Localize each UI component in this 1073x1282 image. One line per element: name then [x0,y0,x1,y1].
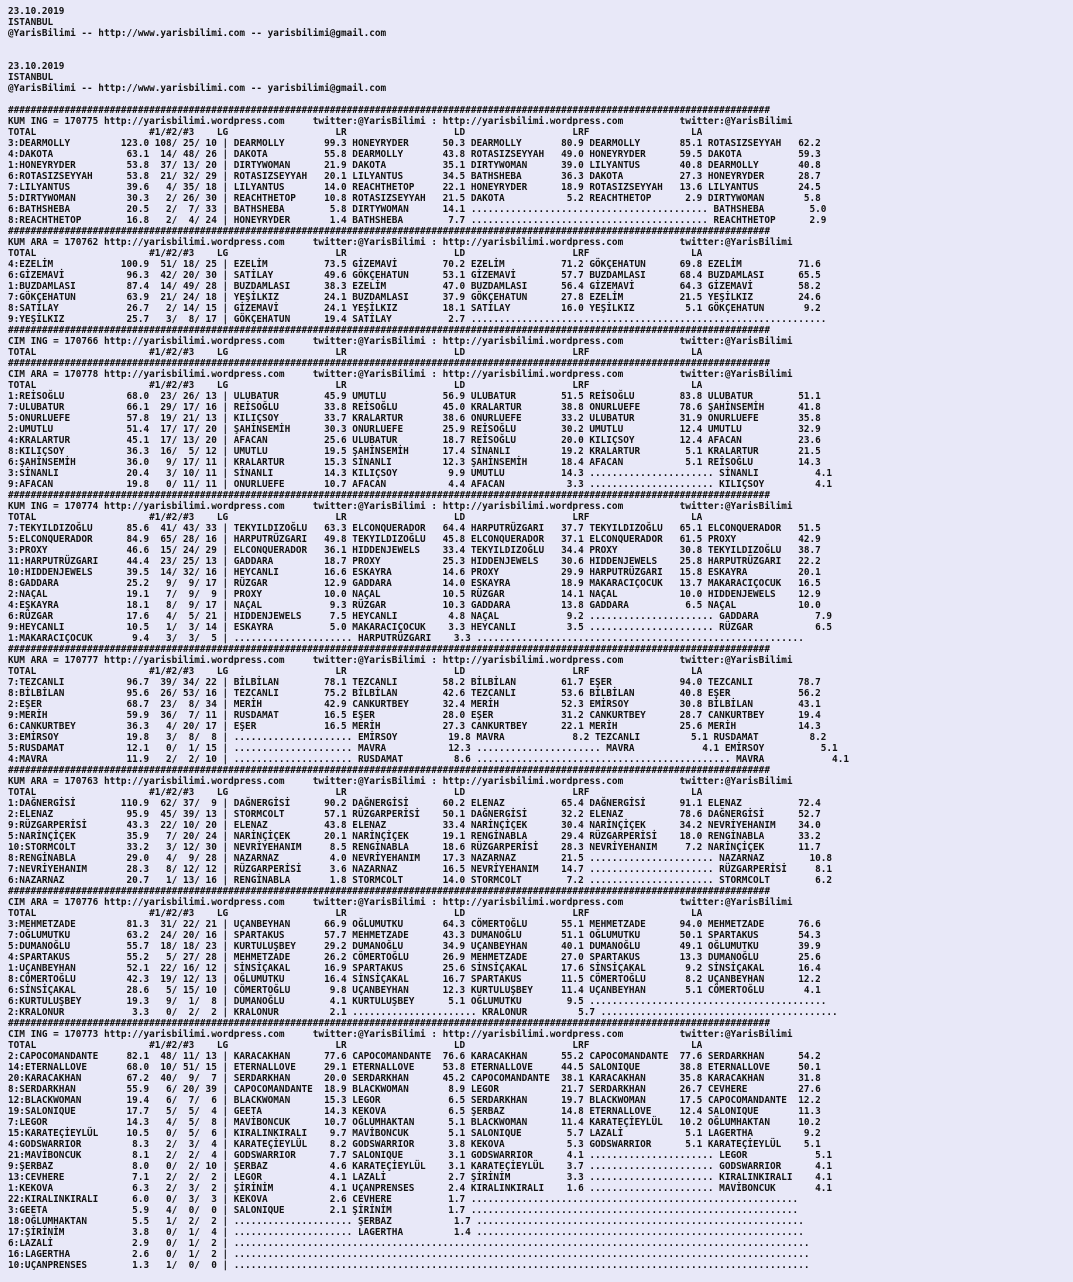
report-line: 14:ETERNALLOVE 68.0 10/ 51/ 15 | ETERNALLOVE 29.1 ETERNALLOVE 53.8 ETERNALLOVE 44.5 SALONIQUE 38.8 ETERNALLOVE 50.1 [8,1062,821,1073]
report-line: 12:BLACKWOMAN 19.4 6/ 7/ 6 | BLACKWOMAN 15.3 LEGOR 6.5 SERDARKHAN 19.7 BLACKWOMAN 17.5 CAPOCOMANDANTE 12.2 [8,1095,821,1106]
separator-line: ####################################################################################################################################### [8,886,770,897]
report-line: 2:ELENAZ 95.9 45/ 39/ 13 | STORMCOLT 57.1 RÜZGARPERİSİ 50.1 DAĞNERGİSİ 32.2 ELENAZ 78.6 DAĞNERGİSİ 52.7 [8,809,821,820]
report-line: TOTAL #1/#2/#3 LG LR LD LRF LA [8,512,703,523]
report-line: 18:OĞLUMHAKTAN 5.5 1/ 2/ 2 | ..................... ŞERBAZ 1.7 .......................................................... [8,1216,804,1227]
report-line: 4:EZELİM 100.9 51/ 18/ 25 | EZELİM 73.5 GİZEMAVİ 70.2 EZELİM 71.2 GÖKÇEHATUN 69.8 EZELİM 71.6 [8,259,821,270]
report-line: 6:CANKURTBEY 36.3 4/ 20/ 17 | EŞER 16.5 MERİH 27.3 CANKURTBEY 22.1 MERİH 25.6 MERİH 14.3 [8,721,821,732]
header-block-1 [8,6,1073,39]
report-line: 6:ROTASIZSEYYAH 53.8 21/ 32/ 29 | ROTASIZSEYYAH 20.1 LILYANTUS 34.5 BATHSHEBA 36.3 DAKOTA 27.3 HONEYRYDER 28.7 [8,171,821,182]
report-line: TOTAL #1/#2/#3 LG LR LD LRF LA [8,127,703,138]
separator-line: ####################################################################################################################################### [8,490,770,501]
report-line: 2:NAÇAL 19.1 7/ 9/ 9 | PROXY 10.0 NAÇAL 10.5 RÜZGAR 14.1 NAÇAL 10.0 HIDDENJEWELS 12.9 [8,589,821,600]
header-contact: @YarisBilimi -- http://www.yarisbilimi.com -- yarisbilimi@gmail.com [8,28,387,39]
report-line: 3:GEETA 5.9 4/ 0/ 0 | SALONIQUE 2.1 ŞİRİNİM 1.7 .......................................................... [8,1205,799,1216]
report-line: KUM ARA = 170763 http://yarisbilimi.wordpress.com twitter:@YarisBilimi : http://yarisbilimi.wordpress.com twitter:@YarisBilimi [8,776,793,787]
report-line: 9:ŞERBAZ 8.0 0/ 2/ 10 | ŞERBAZ 4.6 KARATEÇİEYLÜL 3.1 KARATEÇİEYLÜL 3.7 ...................... GODSWARRIOR 4.1 [8,1161,833,1172]
report-line: TOTAL #1/#2/#3 LG LR LD LRF LA [8,347,703,358]
report-line: 7:GÖKÇEHATUN 63.9 21/ 24/ 18 | YEŞİLKIZ 24.1 BUZDAMLASI 37.9 GÖKÇEHATUN 27.8 EZELİM 21.5 YEŞİLKIZ 24.6 [8,292,821,303]
report-line: 21:MAVİBONCUK 8.1 2/ 2/ 4 | GODSWARRIOR 7.7 SALONIQUE 3.1 GODSWARRIOR 4.1 ...................... LEGOR 5.1 [8,1150,833,1161]
report-line: 7:TEKYILDIZOĞLU 85.6 41/ 43/ 33 | TEKYILDIZOĞLU 63.3 ELCONQUERADOR 64.4 HARPUTRÜZGARI 37.7 TEKYILDIZOĞLU 65.1 ELCONQUERADOR 51.5 [8,523,821,534]
report-line: KUM ARA = 170777 http://yarisbilimi.wordpress.com twitter:@YarisBilimi : http://yarisbilimi.wordpress.com twitter:@YarisBilimi [8,655,793,666]
separator-line: ####################################################################################################################################### [8,644,770,655]
report-line: 1:REİSOĞLU 68.0 23/ 26/ 13 | ULUBATUR 45.9 UMUTLU 56.9 ULUBATUR 51.5 REİSOĞLU 83.8 ULUBATUR 51.1 [8,391,821,402]
separator-line: ####################################################################################################################################### [8,105,770,116]
header-date: 23.10.2019 [8,61,65,72]
report-line: 9:RÜZGARPERİSİ 43.3 22/ 10/ 20 | ELENAZ 43.8 ELENAZ 33.4 NARİNÇİÇEK 30.4 NARİNÇİÇEK 34.2 NEVRİYEHANIM 34.0 [8,820,821,831]
report-line: 6:RÜZGAR 17.6 4/ 5/ 21 | HIDDENJEWELS 7.5 HEYCANLI 4.8 NAÇAL 9.2 ...................... GADDARA 7.9 [8,611,833,622]
report-line: 3:DEARMOLLY 123.0 108/ 25/ 10 | DEARMOLLY 99.3 HONEYRYDER 50.3 DEARMOLLY 80.9 DEARMOLLY 85.1 ROTASIZSEYYAH 62.2 [8,138,821,149]
report-line: 4:SPARTAKUS 55.2 5/ 27/ 28 | MEHMETZADE 26.2 CÖMERTOĞLU 26.9 MEHMETZADE 27.0 SPARTAKUS 13.3 DUMANOĞLU 25.6 [8,952,821,963]
report-line: 4:EŞKAYRA 18.1 8/ 9/ 17 | NAÇAL 9.3 RÜZGAR 10.3 GADDARA 13.8 GADDARA 6.5 NAÇAL 10.0 [8,600,821,611]
report-line: 8:CÖMERTOĞLU 42.3 19/ 12/ 13 | OĞLUMUTKU 16.4 SİNSİÇAKAL 16.7 SPARTAKUS 11.5 CÖMERTOĞLU 8.2 UÇANBEYHAN 12.2 [8,974,821,985]
report-line: CIM ARA = 170776 http://yarisbilimi.wordpress.com twitter:@YarisBilimi : http://yarisbilimi.wordpress.com twitter:@YarisBilimi [8,897,793,908]
report-line: 9:MERİH 59.9 36/ 7/ 11 | RUSDAMAT 16.5 EŞER 28.0 EŞER 31.2 CANKURTBEY 28.7 CANKURTBEY 19.4 [8,710,821,721]
report-line: 7:OĞLUMUTKU 63.2 24/ 20/ 16 | SPARTAKUS 57.7 MEHMETZADE 43.3 DUMANOĞLU 51.1 OĞLUMUTKU 50.1 SPARTAKUS 54.3 [8,930,821,941]
report-line: 4:KRALARTUR 45.1 17/ 13/ 20 | AFACAN 25.6 ULUBATUR 18.7 REİSOĞLU 20.0 KILIÇSOY 12.4 AFACAN 23.6 [8,435,821,446]
report-line: 6:SİNSİÇAKAL 28.6 5/ 15/ 10 | CÖMERTOĞLU 9.8 UÇANBEYHAN 12.3 KURTULUŞBEY 11.4 UÇANBEYHAN 5.1 CÖMERTOĞLU 4.1 [8,985,821,996]
race-report-text [8,105,1073,1271]
report-line: 1:HONEYRYDER 53.8 37/ 13/ 20 | DIRTYWOMAN 21.9 DAKOTA 35.1 DIRTYWOMAN 39.0 LILYANTUS 40.8 DEARMOLLY 40.8 [8,160,821,171]
report-line: 2:UMUTLU 51.4 17/ 17/ 20 | ŞAHİNSEMİH 30.3 ONURLUEFE 25.9 REİSOĞLU 30.2 UMUTLU 12.4 UMUTLU 32.9 [8,424,821,435]
report-line: 6:BATHSHEBA 20.5 2/ 7/ 33 | BATHSHEBA 5.8 DIRTYWOMAN 14.1 .......................................... BATHSHEBA 5.0 [8,204,827,215]
report-line: CIM ING = 170773 http://yarisbilimi.wordpress.com twitter:@YarisBilimi : http://yarisbilimi.wordpress.com twitter:@YarisBilimi [8,1029,793,1040]
report-line: 8:RENGİNABLA 29.0 4/ 9/ 28 | NAZARNAZ 4.0 NEVRİYEHANIM 17.3 NAZARNAZ 21.5 ...................... NAZARNAZ 10.8 [8,853,833,864]
report-line: 7:NEVRİYEHANIM 28.3 8/ 12/ 12 | RÜZGARPERİSİ 3.6 NAZARNAZ 16.5 NEVRİYEHANIM 14.7 ...................... RÜZGARPERİSİ 8.1 [8,864,833,875]
report-line: 1:UÇANBEYHAN 52.1 22/ 16/ 12 | SİNSİÇAKAL 16.9 SPARTAKUS 25.6 SİNSİÇAKAL 17.6 SİNSİÇAKAL 9.2 SİNSİÇAKAL 16.4 [8,963,821,974]
separator-line: ####################################################################################################################################### [8,765,770,776]
report-line: 5:DIRTYWOMAN 30.3 2/ 26/ 30 | REACHTHETOP 10.8 ROTASIZSEYYAH 21.5 DAKOTA 5.2 REACHTHETOP 2.9 DIRTYWOMAN 5.8 [8,193,821,204]
report-line: 2:EŞER 68.7 23/ 8/ 34 | MERİH 42.9 CANKURTBEY 32.4 MERİH 52.3 EMİRSOY 30.8 BİLBİLAN 43.1 [8,699,821,710]
report-line: 10:UÇANPRENSES 1.3 1/ 0/ 0 | ...................................................................................................... [8,1260,810,1271]
report-line: 5:ELCONQUERADOR 84.9 65/ 28/ 16 | HARPUTRÜZGARI 49.8 TEKYILDIZOĞLU 45.8 ELCONQUERADOR 37.1 ELCONQUERADOR 61.5 PROXY 42.9 [8,534,821,545]
report-line: 1:MAKARACIÇOCUK 9.4 3/ 3/ 5 | ..................... HARPUTRÜZGARI 3.3 .......................................................... [8,633,804,644]
report-line: 4:DAKOTA 63.1 14/ 48/ 26 | DAKOTA 55.8 DEARMOLLY 43.8 ROTASIZSEYYAH 49.0 HONEYRYDER 59.5 DAKOTA 59.3 [8,149,821,160]
report-line: 15:KARATEÇİEYLÜL 10.5 0/ 5/ 6 | KIRALINKIRALI 9.7 MAVİBONCUK 5.1 SALONIQUE 5.7 LAZALİ 5.1 LAGERTHA 9.2 [8,1128,821,1139]
report-line: 7:LILYANTUS 39.6 4/ 35/ 18 | LILYANTUS 14.0 REACHTHETOP 22.1 HONEYRYDER 18.9 ROTASIZSEYYAH 13.6 LILYANTUS 24.5 [8,182,821,193]
report-line: 19:SALONIQUE 17.7 5/ 5/ 4 | GEETA 14.3 KEKOVA 6.5 ŞERBAZ 14.8 ETERNALLOVE 12.4 SALONIQUE 11.3 [8,1106,821,1117]
report-line: 2:KRALONUR 3.3 0/ 2/ 2 | KRALONUR 2.1 ...................... KRALONUR 5.7 .......................................... [8,1007,838,1018]
report-line: 8:SERDARKHAN 55.9 6/ 20/ 39 | CAPOCOMANDANTE 18.9 BLACKWOMAN 8.9 LEGOR 21.7 SERDARKHAN 26.7 CEVHERE 27.6 [8,1084,821,1095]
report-line: 6:GİZEMAVİ 96.3 42/ 20/ 30 | SATİLAY 49.6 GÖKÇEHATUN 53.1 GİZEMAVİ 57.7 BUZDAMLASI 68.4 BUZDAMLASI 65.5 [8,270,821,281]
report-line: TOTAL #1/#2/#3 LG LR LD LRF LA [8,248,703,259]
report-line: 5:NARİNÇİÇEK 35.9 7/ 20/ 24 | NARİNÇİÇEK 20.1 NARİNÇİÇEK 19.1 RENGİNABLA 29.4 RÜZGARPERİSİ 18.0 RENGİNABLA 33.2 [8,831,821,842]
report-line: TOTAL #1/#2/#3 LG LR LD LRF LA [8,380,703,391]
report-line: 2:CAPOCOMANDANTE 82.1 48/ 11/ 13 | KARACAKHAN 77.6 CAPOCOMANDANTE 76.6 KARACAKHAN 55.2 CAPOCOMANDANTE 77.6 SERDARKHAN 54.2 [8,1051,821,1062]
report-line: 3:SİNANLI 20.4 3/ 10/ 11 | SİNANLI 14.3 KILIÇSOY 9.9 UMUTLU 14.3 ...................... SİNANLI 4.1 [8,468,833,479]
report-line: 6:LAZALİ 2.9 0/ 1/ 2 | ...................................................................................................... [8,1238,810,1249]
report-line: TOTAL #1/#2/#3 LG LR LD LRF LA [8,908,703,919]
report-line: 8:SATİLAY 26.7 2/ 14/ 15 | GİZEMAVİ 24.1 YEŞİLKIZ 18.1 SATİLAY 16.0 YEŞİLKIZ 5.1 GÖKÇEHATUN 9.2 [8,303,821,314]
report-line: KUM ING = 170775 http://yarisbilimi.wordpress.com twitter:@YarisBilimi : http://yarisbilimi.wordpress.com twitter:@YarisBilimi [8,116,793,127]
report-line: 8:BİLBİLAN 95.6 26/ 53/ 16 | TEZCANLI 75.2 BİLBİLAN 42.6 TEZCANLI 53.6 BİLBİLAN 40.8 EŞER 56.2 [8,688,821,699]
report-line: 8:GADDARA 25.2 9/ 9/ 17 | RÜZGAR 12.9 GADDARA 14.0 ESKAYRA 18.9 MAKARACIÇOCUK 13.7 MAKARACIÇOCUK 16.5 [8,578,821,589]
report-line: 8:KILIÇSOY 36.3 16/ 5/ 12 | UMUTLU 19.5 ŞAHİNSEMİH 17.4 SİNANLI 19.2 KRALARTUR 5.1 KRALARTUR 21.5 [8,446,821,457]
report-line: 1:KEKOVA 6.3 2/ 3/ 2 | ŞİRİNİM 4.1 UÇANPRENSES 2.4 KIRALINKIRALI 1.6 ...................... MAVİBONCUK 4.1 [8,1183,833,1194]
separator-line: ####################################################################################################################################### [8,226,770,237]
report-line: 10:STORMCOLT 33.2 3/ 12/ 30 | NEVRİYEHANIM 8.5 RENGİNABLA 18.6 RÜZGARPERİSİ 28.3 NEVRİYEHANIM 7.2 NARİNÇİÇEK 11.7 [8,842,821,853]
header-contact: @YarisBilimi -- http://www.yarisbilimi.com -- yarisbilimi@gmail.com [8,83,387,94]
report-line: TOTAL #1/#2/#3 LG LR LD LRF LA [8,1040,703,1051]
report-line: 5:RUSDAMAT 12.1 0/ 1/ 15 | ..................... MAVRA 12.3 ...................... MAVRA 4.1 EMİRSOY 5.1 [8,743,838,754]
report-line: 1:BUZDAMLASI 87.4 14/ 49/ 28 | BUZDAMLASI 38.3 EZELİM 47.0 BUZDAMLASI 56.4 GİZEMAVİ 64.3 GİZEMAVİ 58.2 [8,281,821,292]
report-line: 6:ŞAHİNSEMİH 36.0 9/ 17/ 11 | KRALARTUR 15.3 SİNANLI 12.3 ŞAHİNSEMİH 18.4 AFACAN 5.1 REİSOĞLU 14.3 [8,457,821,468]
report-line: 4:GODSWARRIOR 8.3 2/ 3/ 4 | KARATEÇİEYLÜL 8.2 GODSWARRIOR 3.8 KEKOVA 5.3 GODSWARRIOR 5.1 KARATEÇİEYLÜL 5.1 [8,1139,821,1150]
report-line: 5:ONURLUEFE 57.8 19/ 21/ 13 | KILIÇSOY 33.7 KRALARTUR 38.6 ONURLUEFE 33.2 ULUBATUR 31.9 ONURLUEFE 35.8 [8,413,821,424]
report-line: KUM ING = 170774 http://yarisbilimi.wordpress.com twitter:@YarisBilimi : http://yarisbilimi.wordpress.com twitter:@YarisBilimi [8,501,793,512]
report-line: 13:CEVHERE 7.1 2/ 2/ 2 | LEGOR 4.1 LAZALİ 2.7 ŞİRİNİM 3.3 ...................... KIRALINKIRALI 4.1 [8,1172,833,1183]
report-line: 17:ŞİRİNİM 3.8 0/ 1/ 4 | ..................... LAGERTHA 1.4 .......................................................... [8,1227,804,1238]
separator-line: ####################################################################################################################################### [8,1018,770,1029]
report-line: 11:HARPUTRÜZGARI 44.4 23/ 25/ 13 | GADDARA 18.7 PROXY 25.3 HIDDENJEWELS 30.6 HIDDENJEWELS 25.8 HARPUTRÜZGARI 22.2 [8,556,821,567]
report-line: 9:AFACAN 19.8 0/ 11/ 11 | ONURLUEFE 10.7 AFACAN 4.4 AFACAN 3.3 ...................... KILIÇSOY 4.1 [8,479,833,490]
separator-line: ####################################################################################################################################### [8,325,770,336]
report-line: 10:HIDDENJEWELS 39.5 14/ 32/ 16 | HEYCANLI 16.6 ESKAYRA 14.6 PROXY 29.9 HARPUTRÜZGARI 15.8 ESKAYRA 20.1 [8,567,821,578]
report-line: TOTAL #1/#2/#3 LG LR LD LRF LA [8,787,703,798]
report-line: 1:DAĞNERGİSİ 110.9 62/ 37/ 9 | DAĞNERGİSİ 90.2 DAĞNERGİSİ 60.2 ELENAZ 65.4 DAĞNERGİSİ 91.1 ELENAZ 72.4 [8,798,821,809]
report-line: TOTAL #1/#2/#3 LG LR LD LRF LA [8,666,703,677]
report-line: 7:LEGOR 14.3 4/ 5/ 8 | MAVİBONCUK 10.7 OĞLUMHAKTAN 5.1 BLACKWOMAN 11.4 KARATEÇİEYLÜL 10.2 OĞLUMHAKTAN 10.2 [8,1117,821,1128]
header-city: ISTANBUL [8,72,54,83]
report-line: CIM ARA = 170778 http://yarisbilimi.wordpress.com twitter:@YarisBilimi : http://yarisbilimi.wordpress.com twitter:@YarisBilimi [8,369,793,380]
report-line: 8:REACHTHETOP 16.8 2/ 4/ 24 | HONEYRYDER 1.4 BATHSHEBA 7.7 .......................................... REACHTHETOP 2.9 [8,215,827,226]
report-line: 9:YEŞİLKIZ 25.7 3/ 8/ 17 | GÖKÇEHATUN 19.4 SATİLAY 2.7 ............................................................... [8,314,827,325]
report-line: 3:EMİRSOY 19.8 3/ 8/ 8 | ..................... EMİRSOY 19.8 MAVRA 8.2 TEZCANLI 5.1 RUSDAMAT 8.2 [8,732,827,743]
report-line: 4:MAVRA 11.9 2/ 2/ 10 | ..................... RUSDAMAT 8.6 ............................................. MAVRA 4.1 [8,754,849,765]
report-line: 3:MEHMETZADE 81.3 31/ 22/ 21 | UÇANBEYHAN 66.9 OĞLUMUTKU 64.3 CÖMERTOĞLU 55.1 MEHMETZADE 94.0 MEHMETZADE 76.6 [8,919,821,930]
separator-line: ####################################################################################################################################### [8,358,770,369]
header-block-2 [8,61,1073,94]
header-date: 23.10.2019 [8,6,65,17]
report-line: 7:TEZCANLI 96.7 39/ 34/ 22 | BİLBİLAN 78.1 TEZCANLI 58.2 BİLBİLAN 61.7 EŞER 94.0 TEZCANLI 78.7 [8,677,821,688]
header-city: ISTANBUL [8,17,54,28]
report-line: CIM ING = 170766 http://yarisbilimi.wordpress.com twitter:@YarisBilimi : http://yarisbilimi.wordpress.com twitter:@YarisBilimi [8,336,793,347]
report-line: 7:ULUBATUR 66.1 29/ 17/ 16 | REİSOĞLU 33.8 REİSOĞLU 45.0 KRALARTUR 38.8 ONURLUEFE 78.6 ŞAHİNSEMİH 41.8 [8,402,821,413]
report-line: 20:KARACAKHAN 67.2 40/ 9/ 7 | SERDARKHAN 20.0 SERDARKHAN 45.2 CAPOCOMANDANTE 38.1 KARACAKHAN 35.8 KARACAKHAN 31.8 [8,1073,821,1084]
report-line: 22:KIRALINKIRALI 6.0 0/ 3/ 3 | KEKOVA 2.6 CEVHERE 1.7 .......................................................... [8,1194,799,1205]
report-line: 9:HEYCANLI 10.5 1/ 3/ 14 | ESKAYRA 5.0 MAKARACIÇOCUK 3.3 HEYCANLI 3.5 ...................... RÜZGAR 6.5 [8,622,833,633]
report-line: 5:DUMANOĞLU 55.7 18/ 18/ 23 | KURTULUŞBEY 29.2 DUMANOĞLU 34.9 UÇANBEYHAN 40.1 DUMANOĞLU 49.1 OĞLUMUTKU 39.9 [8,941,821,952]
report-line: 3:PROXY 46.6 15/ 24/ 29 | ELCONQUERADOR 36.1 HIDDENJEWELS 33.4 TEKYILDIZOĞLU 34.4 PROXY 30.8 TEKYILDIZOĞLU 38.7 [8,545,821,556]
report-line: 6:KURTULUŞBEY 19.3 9/ 1/ 8 | DUMANOĞLU 4.1 KURTULUŞBEY 5.1 OĞLUMUTKU 9.5 .......................................... [8,996,827,1007]
report-line: 6:NAZARNAZ 20.7 1/ 13/ 16 | RENGİNABLA 1.8 STORMCOLT 14.0 STORMCOLT 7.2 ...................... STORMCOLT 6.2 [8,875,833,886]
report-line: KUM ARA = 170762 http://yarisbilimi.wordpress.com twitter:@YarisBilimi : http://yarisbilimi.wordpress.com twitter:@YarisBilimi [8,237,793,248]
report-line: 16:LAGERTHA 2.6 0/ 1/ 2 | ...................................................................................................... [8,1249,810,1260]
